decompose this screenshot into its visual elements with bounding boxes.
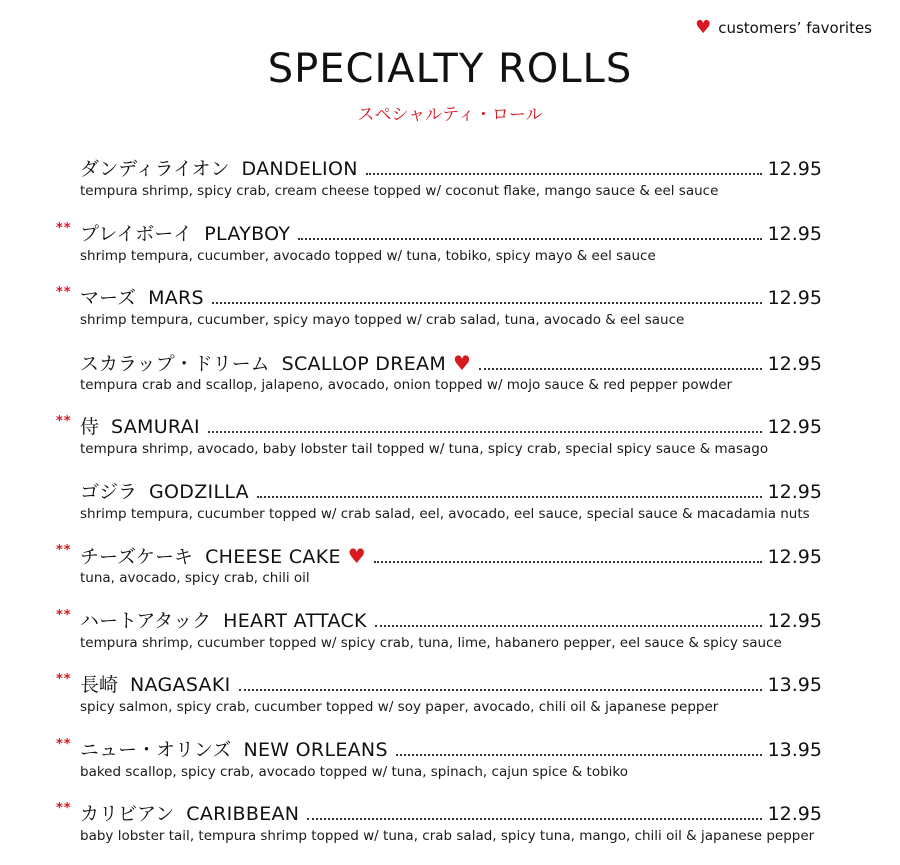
item-description: shrimp tempura, cucumber topped w/ crab salad, eel, avocado, eel sauce, special sauce & macadamia nuts — [80, 505, 810, 522]
item-description: baby lobster tail, tempura shrimp topped w/ tuna, crab salad, spicy tuna, mango, chili oil & japanese pepper — [80, 828, 815, 844]
item-name-english: HEART ATTACK — [223, 609, 367, 632]
item-name-row — [80, 222, 822, 246]
item-name-row — [80, 738, 822, 762]
item-name-english: SAMURAI — [111, 416, 200, 438]
dot-leader — [239, 688, 762, 691]
spicy-marker: ** — [56, 801, 72, 816]
item-description: tempura shrimp, spicy crab, cream cheese topped w/ coconut flake, mango sauce & eel sauce — [80, 183, 719, 199]
item-price: 12.95 — [767, 480, 822, 503]
dot-leader — [375, 624, 762, 627]
item-description: tempura crab and scallop, jalapeno, avocado, onion topped w/ mojo sauce & red pepper powder — [80, 376, 733, 393]
item-name-english: PLAYBOY — [204, 222, 291, 245]
item-name-english: MARS — [148, 287, 204, 309]
heart-icon: ♥ — [695, 17, 712, 38]
dot-leader — [307, 817, 761, 820]
menu-item — [0, 475, 900, 540]
item-name-japanese: プレイボーイ — [80, 222, 193, 245]
heart-icon: ♥ — [453, 350, 471, 375]
dot-leader — [212, 301, 762, 304]
spicy-marker: ** — [56, 672, 72, 687]
item-name-japanese: マーズ — [80, 287, 137, 309]
dot-leader — [298, 237, 761, 240]
legend-label: customers’ favorites — [718, 18, 872, 37]
item-name-row — [80, 415, 822, 439]
item-name-english: CARIBBEAN — [186, 803, 300, 825]
item-description: tempura shrimp, cucumber topped w/ spicy crab, tuna, lime, habanero pepper, eel sauce & spicy sauce — [80, 634, 782, 651]
menu-list — [0, 152, 900, 862]
item-name-row — [80, 802, 822, 826]
menu-item — [0, 346, 900, 411]
page-title: SPECIALTY ROLLS — [267, 46, 633, 92]
item-name-english: SCALLOP DREAM — [281, 352, 447, 375]
item-description: tuna, avocado, spicy crab, chili oil — [80, 570, 310, 586]
dot-leader — [208, 430, 762, 433]
heart-icon: ♥ — [347, 544, 366, 568]
favorites-legend — [695, 17, 872, 38]
spicy-marker: ** — [56, 285, 72, 300]
item-name-english: GODZILLA — [149, 480, 249, 503]
item-price: 13.95 — [767, 738, 822, 761]
item-price: 12.95 — [767, 609, 822, 632]
item-price: 12.95 — [767, 287, 822, 309]
item-description: baked scallop, spicy crab, avocado topped w/ tuna, spinach, cajun spice & tobiko — [80, 763, 629, 780]
item-description: spicy salmon, spicy crab, cucumber topped w/ soy paper, avocado, chili oil & japanese pepper — [80, 699, 719, 715]
menu-item — [0, 281, 900, 346]
item-name-row — [80, 544, 822, 569]
menu-item — [0, 668, 900, 733]
item-description: tempura shrimp, avocado, baby lobster tail topped w/ tuna, spicy crab, special spicy sauce & masago — [80, 441, 769, 457]
item-price: 12.95 — [767, 546, 822, 568]
menu-item — [0, 604, 900, 669]
dot-leader — [479, 367, 762, 370]
item-name-english: NEW ORLEANS — [243, 738, 388, 761]
item-price: 12.95 — [767, 158, 822, 180]
item-name-row — [80, 351, 822, 376]
item-price: 12.95 — [767, 352, 822, 375]
item-name-english: CHEESE CAKE — [205, 546, 341, 568]
spicy-marker: ** — [56, 607, 72, 623]
item-price: 12.95 — [767, 803, 822, 825]
item-name-japanese: カリビアン — [80, 803, 175, 825]
item-name-japanese: ニュー・オリンズ — [80, 738, 232, 761]
spicy-marker: ** — [56, 414, 72, 429]
menu-item — [0, 152, 900, 217]
item-description: shrimp tempura, cucumber, avocado topped w/ tuna, tobiko, spicy mayo & eel sauce — [80, 247, 656, 264]
item-name-japanese: チーズケーキ — [80, 546, 194, 568]
item-name-row — [80, 286, 822, 310]
item-name-japanese: 長崎 — [80, 674, 119, 696]
item-name-japanese: ハートアタック — [80, 609, 212, 632]
item-price: 12.95 — [767, 416, 822, 438]
item-name-english: DANDELION — [241, 158, 358, 180]
item-name-japanese: 侍 — [80, 416, 100, 438]
item-name-english: NAGASAKI — [130, 674, 231, 696]
spicy-marker: ** — [56, 543, 72, 558]
page-subtitle: スペシャルティ・ロール — [357, 105, 543, 125]
item-name-row — [80, 673, 822, 697]
item-name-japanese: ダンディライオン — [80, 158, 230, 180]
item-description: shrimp tempura, cucumber, spicy mayo topped w/ crab salad, tuna, avocado & eel sauce — [80, 312, 685, 328]
spicy-marker: ** — [56, 736, 72, 752]
item-name-japanese: スカラップ・ドリーム — [80, 352, 270, 375]
menu-item — [0, 733, 900, 798]
item-name-japanese: ゴジラ — [80, 480, 138, 503]
dot-leader — [374, 560, 762, 563]
item-price: 13.95 — [767, 674, 822, 696]
spicy-marker: ** — [56, 220, 72, 236]
dot-leader — [366, 172, 762, 175]
item-price: 12.95 — [767, 222, 822, 245]
menu-item — [0, 539, 900, 604]
dot-leader — [396, 753, 762, 756]
item-name-row — [80, 609, 822, 633]
menu-item — [0, 797, 900, 862]
menu-item — [0, 410, 900, 475]
item-name-row — [80, 480, 822, 504]
item-name-row — [80, 157, 822, 181]
menu-item — [0, 217, 900, 282]
dot-leader — [257, 495, 762, 498]
